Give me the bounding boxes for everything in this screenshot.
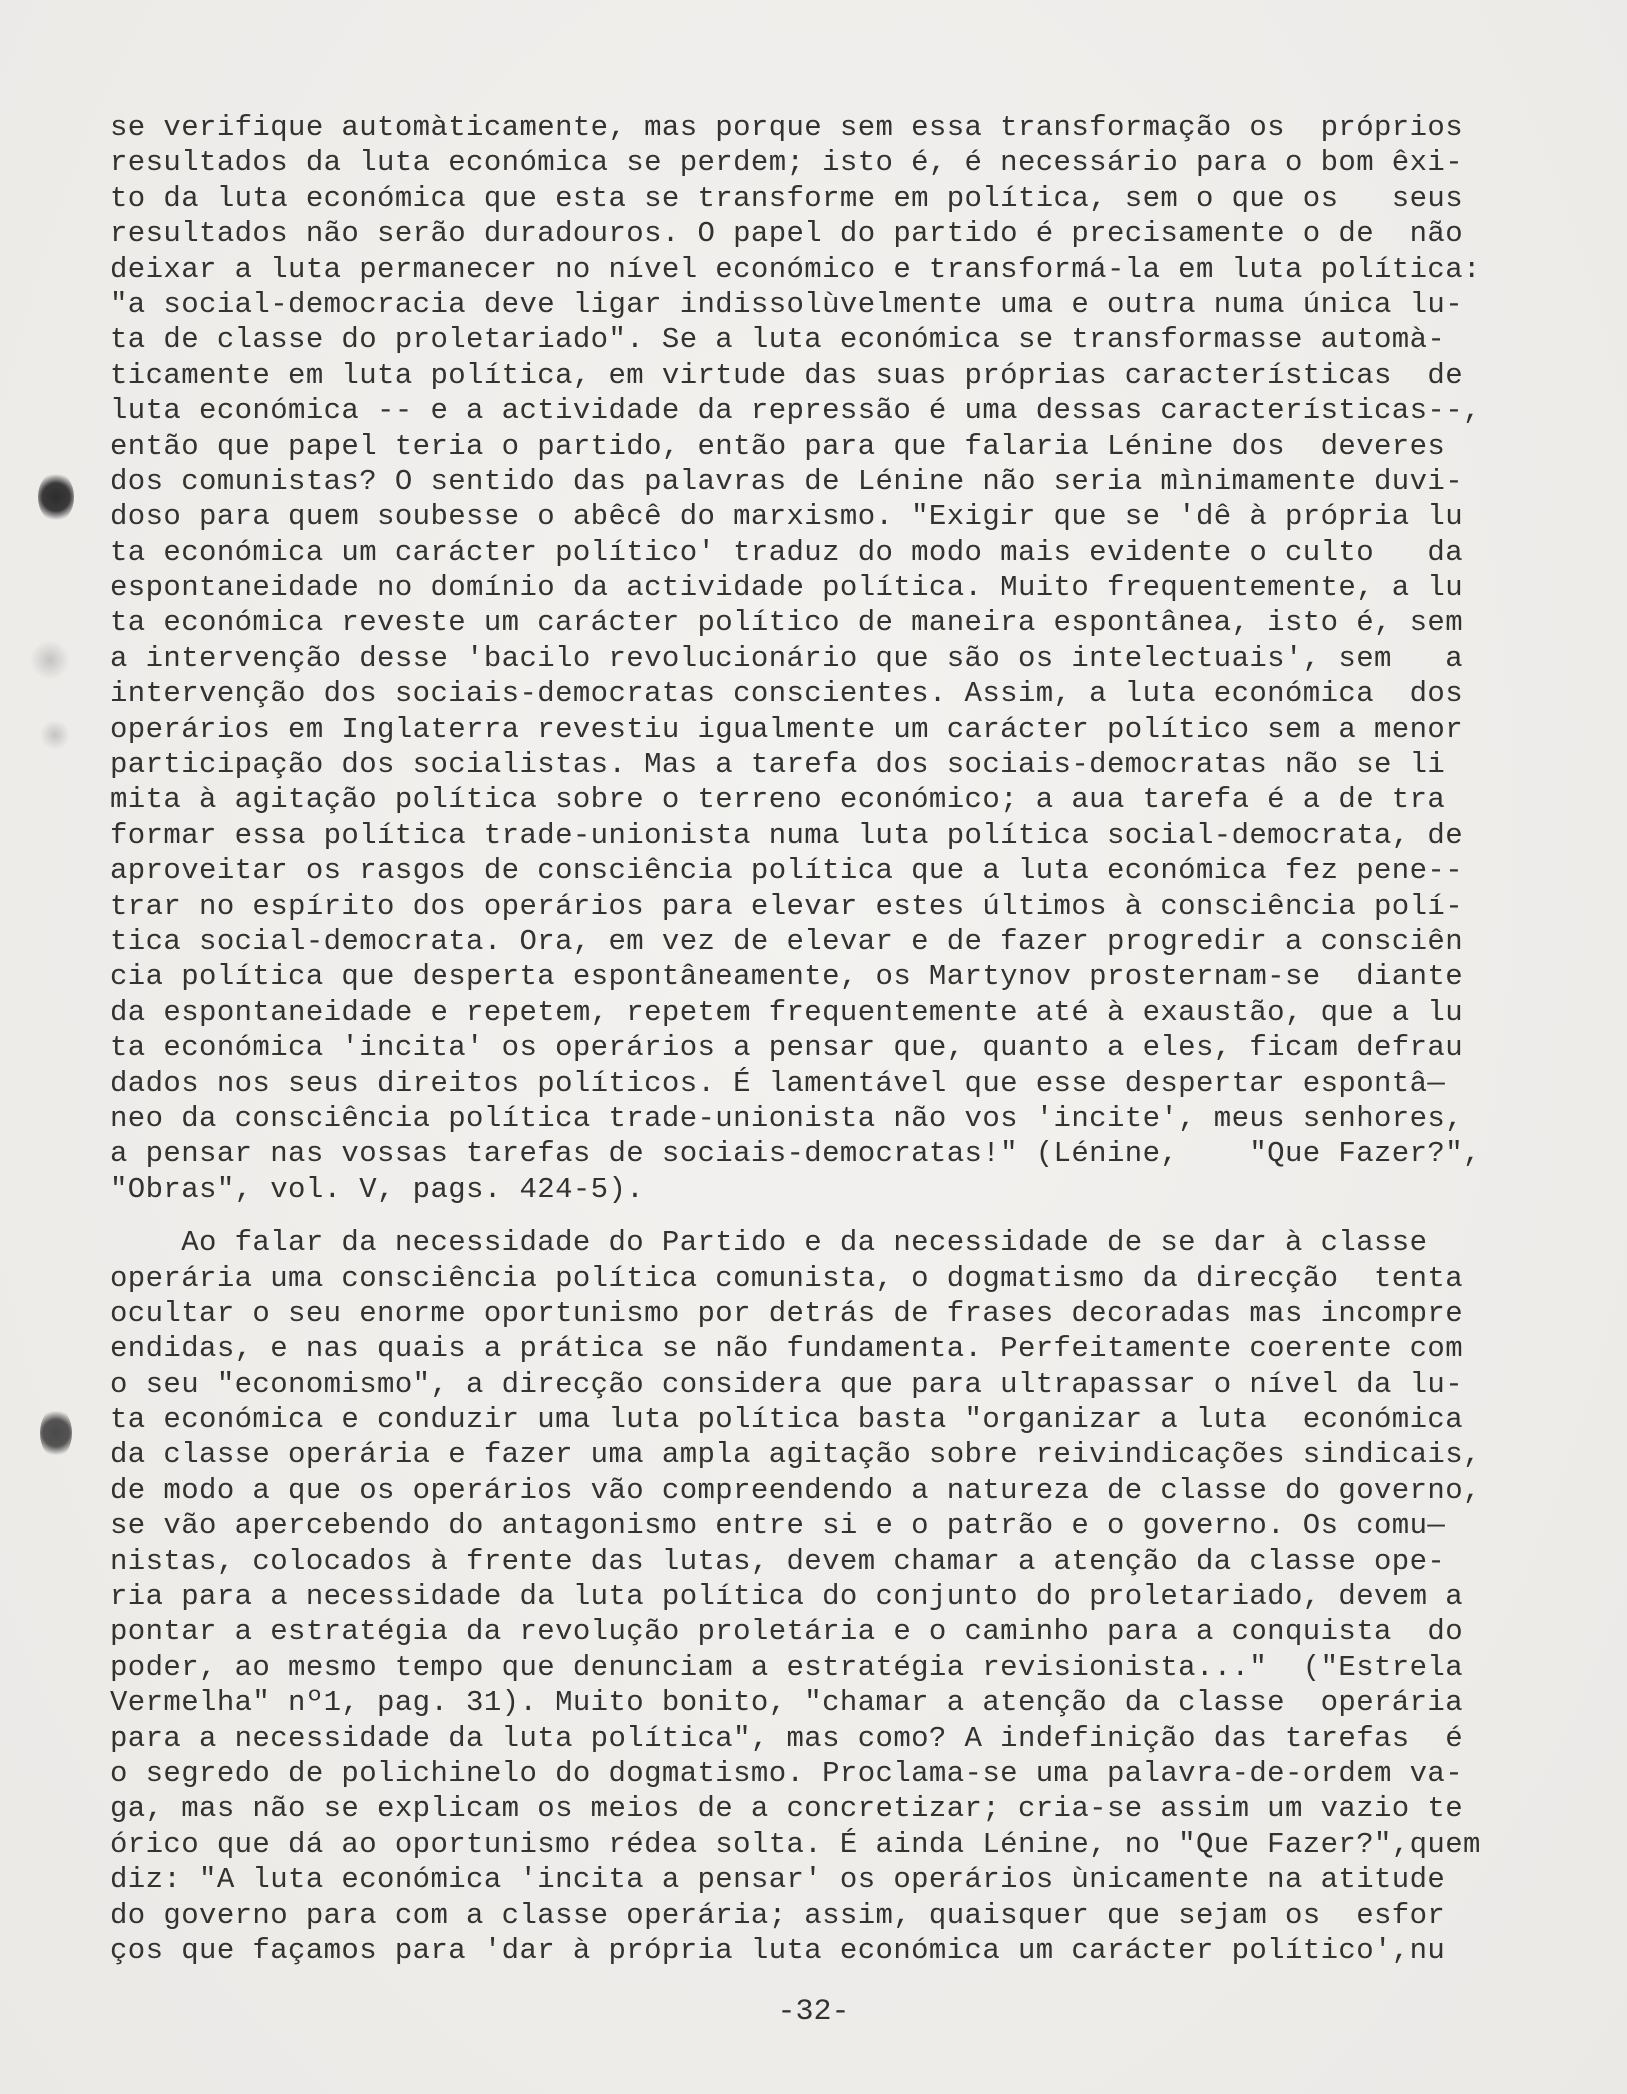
text-line: se vão apercebendo do antagonismo entre si e o patrão e o governo. Os comu— [110, 1509, 1446, 1543]
page-number: -32- [777, 1995, 850, 2029]
text-line: formar essa política trade-unionista numa luta política social-democrata, de [110, 818, 1464, 852]
text-line: participação dos socialistas. Mas a tarefa dos sociais-democratas não se li [110, 748, 1446, 782]
text-line: luta económica -- e a actividade da repressão é uma dessas características--, [110, 394, 1481, 428]
text-line: pontar a estratégia da revolução proletária e o caminho para a conquista do [110, 1615, 1464, 1649]
text-line: operária uma consciência política comunista, o dogmatismo da direcção tenta [110, 1261, 1464, 1295]
text-line: cia política que desperta espontâneamente, os Martynov prosternam-se diante [110, 960, 1464, 994]
text-line: mita à agitação política sobre o terreno económico; a aua tarefa é a de tra [110, 783, 1446, 817]
paragraph-1 [110, 110, 1602, 1207]
text-line: nistas, colocados à frente das lutas, devem chamar a atenção da classe ope- [110, 1544, 1446, 1578]
text-line: o segredo de polichinelo do dogmatismo. Proclama-se uma palavra-de-ordem va- [110, 1756, 1464, 1790]
text-line: a pensar nas vossas tarefas de sociais-democratas!" (Lénine, "Que Fazer?", [110, 1137, 1481, 1171]
text-line: ta económica um carácter político' traduz do modo mais evidente o culto da [110, 535, 1464, 569]
text-line: ta económica e conduzir uma luta política basta "organizar a luta económica [110, 1403, 1464, 1437]
text-line: trar no espírito dos operários para elevar estes últimos à consciência polí- [110, 889, 1464, 923]
text-line: ta de classe do proletariado". Se a luta económica se transformasse automà- [110, 323, 1446, 357]
text-line: ria para a necessidade da luta política do conjunto do proletariado, devem a [110, 1580, 1464, 1614]
text-line: aproveitar os rasgos de consciência política que a luta económica fez pene-- [110, 854, 1464, 888]
text-line: órico que dá ao oportunismo rédea solta. É ainda Lénine, no "Que Fazer?",quem [110, 1827, 1481, 1861]
text-line: ocultar o seu enorme oportunismo por detrás de frases decoradas mas incompre [110, 1296, 1464, 1330]
text-line: endidas, e nas quais a prática se não fundamenta. Perfeitamente coerente com [110, 1332, 1464, 1366]
text-line: "Obras", vol. V, pags. 424-5). [110, 1172, 645, 1206]
text-line: da classe operária e fazer uma ampla agitação sobre reivindicações sindicais, [110, 1438, 1481, 1472]
text-line: dos comunistas? O sentido das palavras de Lénine não seria mìnimamente duvi- [110, 464, 1464, 498]
text-line: doso para quem soubesse o abêcê do marxismo. "Exigir que se 'dê à própria lu [110, 500, 1464, 534]
paragraph-gap [110, 1207, 1602, 1225]
text-line: ticamente em luta política, em virtude das suas próprias características de [110, 358, 1464, 392]
text-line: para a necessidade da luta política", mas como? A indefinição das tarefas é [110, 1721, 1464, 1755]
text-line: ga, mas não se explicam os meios de a concretizar; cria-se assim um vazio te [110, 1792, 1464, 1826]
text-line: deixar a luta permanecer no nível económico e transformá-la em luta política: [110, 252, 1481, 286]
text-line: ta económica reveste um carácter político de maneira espontânea, isto é, sem [110, 606, 1464, 640]
text-line: resultados da luta económica se perdem; isto é, é necessário para o bom êxi- [110, 146, 1464, 180]
smudge-mark [40, 720, 70, 750]
text-line: poder, ao mesmo tempo que denunciam a estratégia revisionista..." ("Estrela [110, 1650, 1464, 1684]
text-line: de modo a que os operários vão compreendendo a natureza de classe do governo, [110, 1473, 1481, 1507]
text-line: resultados não serão duradouros. O papel do partido é precisamente o de não [110, 217, 1464, 251]
text-line: ta económica 'incita' os operários a pensar que, quanto a eles, ficam defrau [110, 1031, 1464, 1065]
text-line: o seu "economismo", a direcção considera que para ultrapassar o nível da lu- [110, 1367, 1464, 1401]
document-body [110, 110, 1602, 1968]
text-line: operários em Inglaterra revestiu igualmente um carácter político sem a menor [110, 712, 1464, 746]
text-line: intervenção dos sociais-democratas conscientes. Assim, a luta económica dos [110, 677, 1464, 711]
text-line: ços que façamos para 'dar à própria luta económica um carácter político',nu [110, 1933, 1446, 1967]
text-line: Vermelha" nº1, pag. 31). Muito bonito, "chamar a atenção da classe operária [110, 1686, 1464, 1720]
text-line: neo da consciência política trade-unionista não vos 'incite', meus senhores, [110, 1101, 1464, 1135]
text-line: diz: "A luta económica 'incita a pensar' os operários ùnicamente na atitude [110, 1863, 1446, 1897]
text-line: se verifique automàticamente, mas porque sem essa transformação os próprios [110, 111, 1464, 144]
ink-blot-mark [40, 1408, 72, 1458]
text-line: dados nos seus direitos políticos. É lamentável que esse despertar espontâ— [110, 1066, 1446, 1100]
ink-blot-mark [38, 472, 74, 522]
text-line: to da luta económica que esta se transforme em política, sem o que os seus [110, 181, 1464, 215]
paragraph-2 [110, 1225, 1602, 1968]
text-line: a intervenção desse 'bacilo revolucionário que são os intelectuais', sem a [110, 641, 1464, 675]
text-line: da espontaneidade e repetem, repetem frequentemente até à exaustão, que a lu [110, 995, 1464, 1029]
text-line: do governo para com a classe operária; assim, quaisquer que sejam os esfor [110, 1898, 1446, 1932]
text-line: então que papel teria o partido, então para que falaria Lénine dos deveres [110, 429, 1446, 463]
text-line: "a social-democracia deve ligar indissolùvelmente uma e outra numa única lu- [110, 287, 1464, 321]
text-line: espontaneidade no domínio da actividade política. Muito frequentemente, a lu [110, 571, 1464, 605]
text-line: tica social-democrata. Ora, em vez de elevar e de fazer progredir a consciên [110, 924, 1464, 958]
smudge-mark [30, 640, 70, 680]
text-line: Ao falar da necessidade do Partido e da necessidade de se dar à classe [110, 1226, 1428, 1260]
